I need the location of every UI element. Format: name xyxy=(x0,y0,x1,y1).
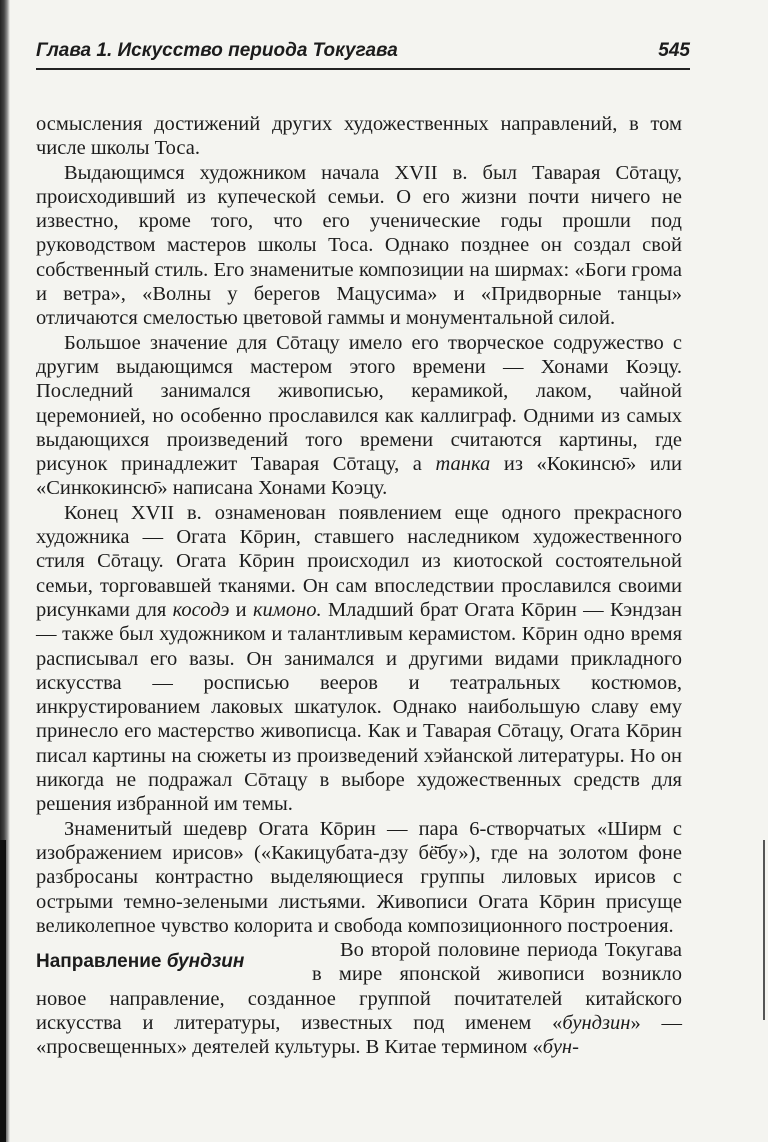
chapter-title: Глава 1. Искусство периода Токугава xyxy=(36,40,398,61)
paragraph-sotatsu: Выдающимся художником начала XVII в. был Таварая Сōтацу, происходивший из купеческой семьи. О его жизни почти ничего не известно, кроме того, что его ученические годы прошли под руководством мастеров школы Тоса. Однако позднее он создал свой собственный стиль. Его знаменитые композиции на ширмах: «Боги грома и ветра», «Волны у берегов Мацусима» и «Придворные танцы» отличаются смелостью цветовой гаммы и монументальной силой. xyxy=(36,161,682,330)
page-body xyxy=(36,112,682,1060)
scan-edge-bottom xyxy=(0,840,6,1142)
running-header xyxy=(36,40,690,70)
section-heading-bunjin: Направление бундзин xyxy=(36,951,245,973)
term-bunjin: бундзин xyxy=(562,1011,631,1034)
paragraph-irises: Знаменитый шедевр Огата Кōрин — пара 6-створчатых «Ширм с изображением ирисов» («Какицубата-дзу бё̄бу»), где на золотом фоне разбросаны контрастно выделяющиеся группы лиловых ирисов с острыми темно-зелеными листьями. Живописи Огата Кōрин присуще великолепное чувство колорита и свобода композиционного построения. xyxy=(36,817,682,937)
paragraph-bunjin: Во второй половине периода Токугава в мире японской живописи возникло новое направление, созданное группой почитателей китайского искусства и литературы, известных под именем «бундзин» — «просвещенных» деятелей культуры. В Китае термином «бун- xyxy=(36,939,682,1059)
paragraph-korin: Конец XVII в. ознаменован появлением еще одного прекрасного художника — Огата Кōрин, ставшего наследником художественного стиля Сōтацу. Огата Кōрин происходил из киотоской состоятельной семьи, торговавшей тканями. Он сам впоследствии прославился своими рисунками для косодэ и кимоно. Младший брат Огата Кōрин — Кэндзан — также был художником и талантливым керамистом. Кōрин одно время расписывал его вазы. Он занимался и другими видами прикладного искусства — росписью вееров и театральных костюмов, инкрустированием лаковых шкатулок. Однако наибольшую славу ему принесло его мастерство живописца. Как и Таварая Сōтацу, Огата Кōрин писал картины на сюжеты из произведений хэйанской литературы. Но он никогда не подражал Сōтацу в выборе художественных средств для решения избранной им темы. xyxy=(36,501,682,816)
margin-mark xyxy=(763,840,765,1020)
term-kimono: кимоно. xyxy=(252,598,322,621)
paragraph-continuation: осмысления достижений других художественных направлений, в том числе школы Тоса. xyxy=(36,113,682,160)
term-tanka: танка xyxy=(435,453,491,476)
page-number: 545 xyxy=(658,40,690,61)
term-bun: бун- xyxy=(542,1036,579,1059)
paragraph-koetsu: Большое значение для Сōтацу имело его творческое содружество с другим выдающимся мастером этого времени — Хонами Коэцу. Последний занимался живописью, керамикой, лаком, чайной церемонией, но особенно прославился как каллиграф. Одними из самых выдающихся произведений того времени считаются картины, где рисунок принадлежит Таварая Сōтацу, а танка из «Кокинсю̄» или «Синкокинсю̄» написана Хонами Коэцу. xyxy=(36,331,682,500)
term-kosode: косодэ xyxy=(172,598,230,621)
